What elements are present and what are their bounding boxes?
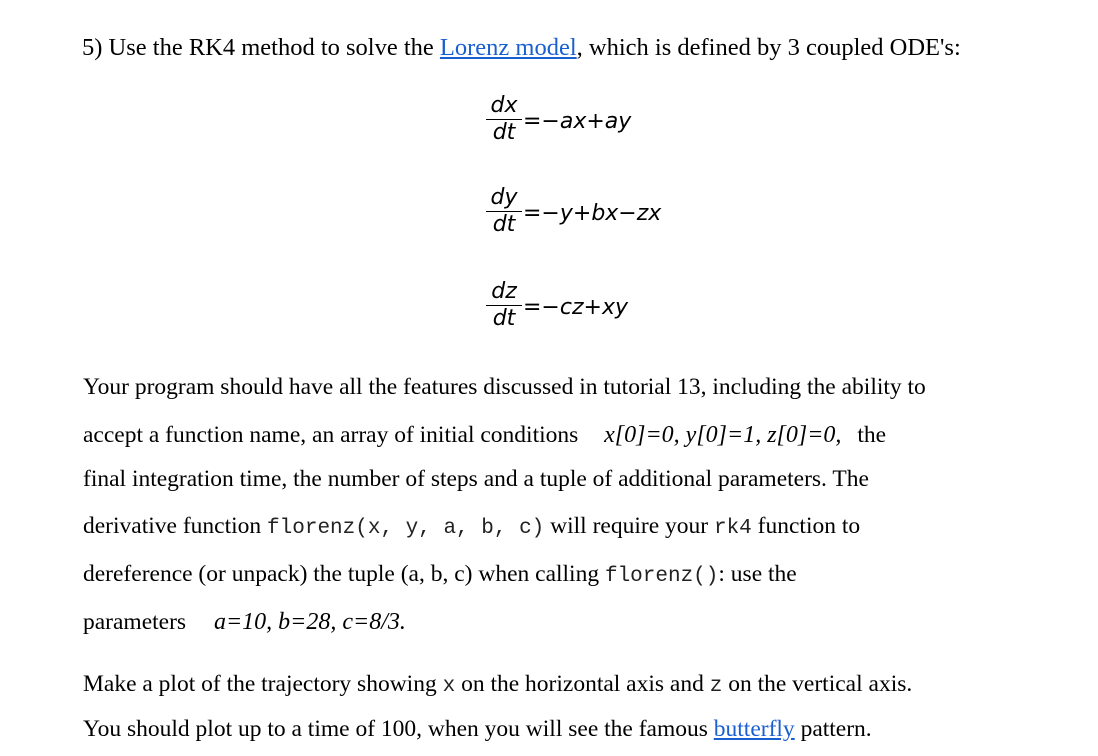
features-line-2-text: accept a function name, an array of initial conditions bbox=[83, 422, 579, 448]
features-line-4-a: derivative function bbox=[83, 513, 268, 539]
butterfly-link[interactable]: butterfly bbox=[713, 716, 795, 742]
features-line-4-c: function to bbox=[751, 513, 861, 539]
parameters-math: a=10, b=28, c=8/3. bbox=[213, 609, 406, 635]
plot-line-1-c: on the vertical axis. bbox=[722, 671, 913, 697]
z-code: z bbox=[709, 675, 723, 698]
intro-line bbox=[82, 34, 961, 62]
features-line-2 bbox=[83, 423, 886, 448]
features-line-2-tail: the bbox=[857, 422, 887, 448]
rk4-code: rk4 bbox=[713, 517, 752, 540]
plot-line-2 bbox=[83, 718, 872, 742]
florenz-signature-code: florenz(x, y, a, b, c) bbox=[267, 517, 545, 540]
features-line-6-a: parameters bbox=[83, 609, 187, 635]
fraction-numerator: dz bbox=[491, 279, 517, 304]
fraction-denominator: dt bbox=[492, 306, 516, 331]
plot-line-2-a: You should plot up to a time of 100, when you will see the famous bbox=[83, 716, 714, 742]
features-line-4-b: will require your bbox=[544, 513, 714, 539]
features-line-5-a: dereference (or unpack) the tuple (a, b, c) when calling bbox=[83, 561, 605, 587]
equation-rhs: =−cz+xy bbox=[523, 295, 628, 320]
fraction-dz-dt bbox=[486, 280, 522, 331]
features-line-5 bbox=[83, 563, 797, 587]
initial-conditions-math: x[0]=0, y[0]=1, z[0]=0, bbox=[604, 422, 842, 448]
features-line-3: final integration time, the number of steps and a tuple of additional parameters. The bbox=[83, 466, 869, 492]
plot-line-2-b: pattern. bbox=[794, 716, 872, 742]
fraction-numerator: dx bbox=[490, 93, 518, 118]
features-line-1: Your program should have all the features discussed in tutorial 13, including the ability to bbox=[83, 374, 926, 400]
florenz-call-code: florenz() bbox=[604, 565, 719, 588]
plot-line-1 bbox=[83, 673, 912, 697]
fraction-denominator: dt bbox=[492, 120, 516, 145]
equation-rhs: =−ax+ay bbox=[523, 109, 632, 134]
fraction-numerator: dy bbox=[490, 185, 518, 210]
fraction-dy-dt bbox=[486, 186, 522, 237]
intro-suffix: , which is defined by 3 coupled ODE's: bbox=[576, 34, 961, 61]
features-line-4 bbox=[83, 515, 860, 539]
intro-prefix: 5) Use the RK4 method to solve the bbox=[82, 34, 440, 61]
features-line-5-b: : use the bbox=[718, 561, 797, 587]
fraction-denominator: dt bbox=[492, 212, 516, 237]
plot-line-1-a: Make a plot of the trajectory showing bbox=[83, 671, 443, 697]
plot-line-1-b: on the horizontal axis and bbox=[455, 671, 710, 697]
fraction-dx-dt bbox=[486, 94, 522, 145]
equation-rhs: =−y+bx−zx bbox=[523, 201, 662, 226]
features-line-6 bbox=[83, 610, 406, 635]
x-code: x bbox=[442, 675, 456, 698]
lorenz-model-link[interactable]: Lorenz model bbox=[439, 34, 577, 61]
